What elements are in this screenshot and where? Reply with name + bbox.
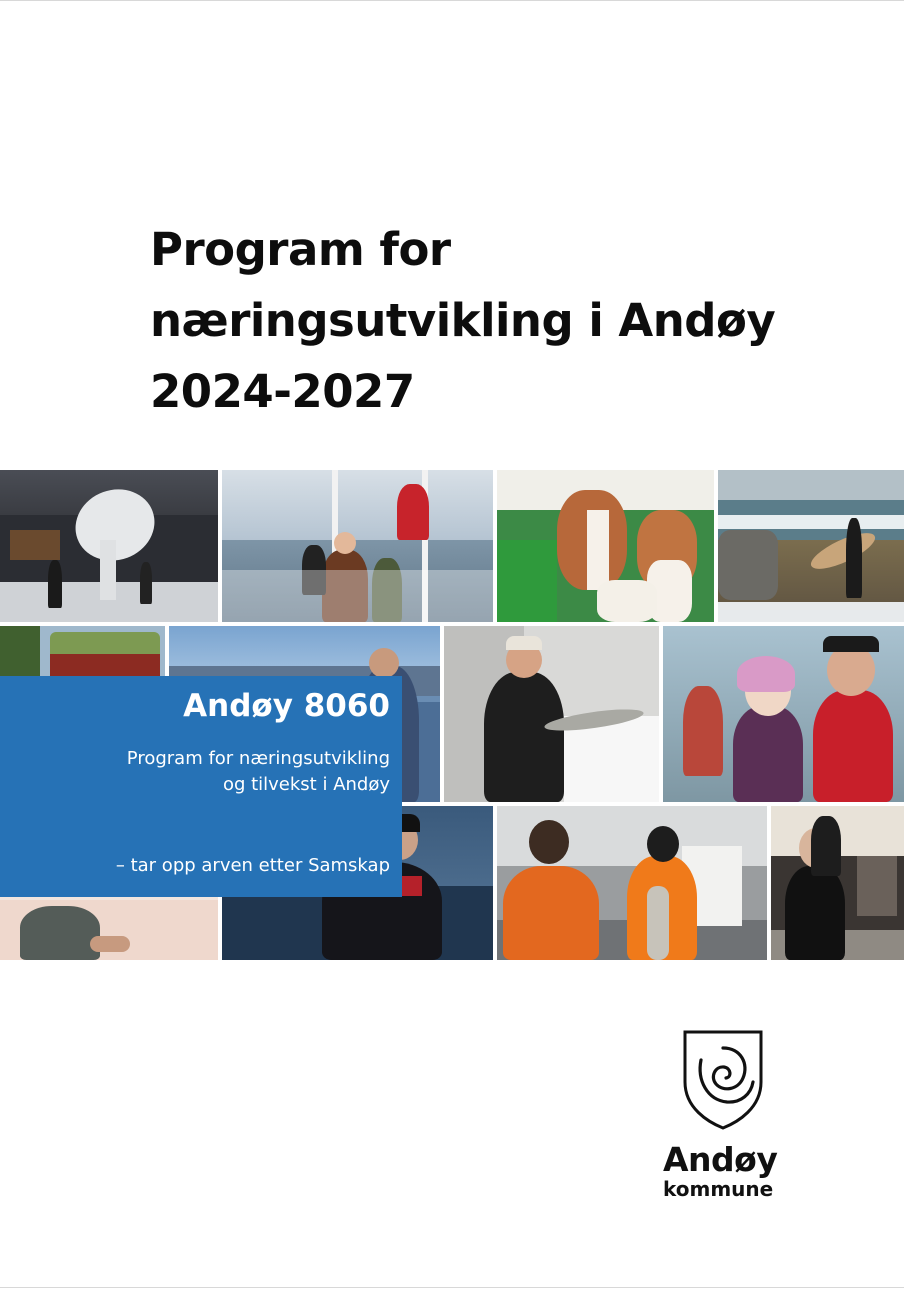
banner-subtitle <box>30 746 390 798</box>
turf-roof-house-photo <box>0 626 165 676</box>
page-top-border <box>0 0 904 1</box>
cover-title <box>150 214 870 427</box>
hair-salon-photo <box>771 806 904 960</box>
logo-name: Andøy <box>663 1140 778 1179</box>
boat-deck-people-photo <box>222 470 493 622</box>
banner-subtitle-line-1: Program for næringsutvikling <box>126 748 390 769</box>
banner-tagline: – tar opp arven etter Samskap <box>115 855 390 876</box>
fish-processing-workers-photo <box>497 806 767 960</box>
andoy-kommune-logo <box>655 1030 795 1210</box>
banner-subtitle-line-2: og tilvekst i Andøy <box>222 774 390 795</box>
title-line-3: 2024-2027 <box>150 365 415 418</box>
spiral-shield-icon <box>683 1030 763 1130</box>
goat-kids-photo <box>497 470 714 622</box>
banner-headline: Andøy 8060 <box>183 688 390 724</box>
satellite-dish-lab-photo <box>0 470 218 622</box>
title-line-1: Program for <box>150 223 451 276</box>
title-line-2: næringsutvikling i Andøy <box>150 294 776 347</box>
program-banner <box>0 676 402 897</box>
page-bottom-border <box>0 1287 904 1288</box>
man-holding-fish-photo <box>444 626 659 802</box>
logo-subname: kommune <box>663 1177 774 1201</box>
camping-couple-photo <box>663 626 904 802</box>
surfer-beach-photo <box>718 470 904 622</box>
